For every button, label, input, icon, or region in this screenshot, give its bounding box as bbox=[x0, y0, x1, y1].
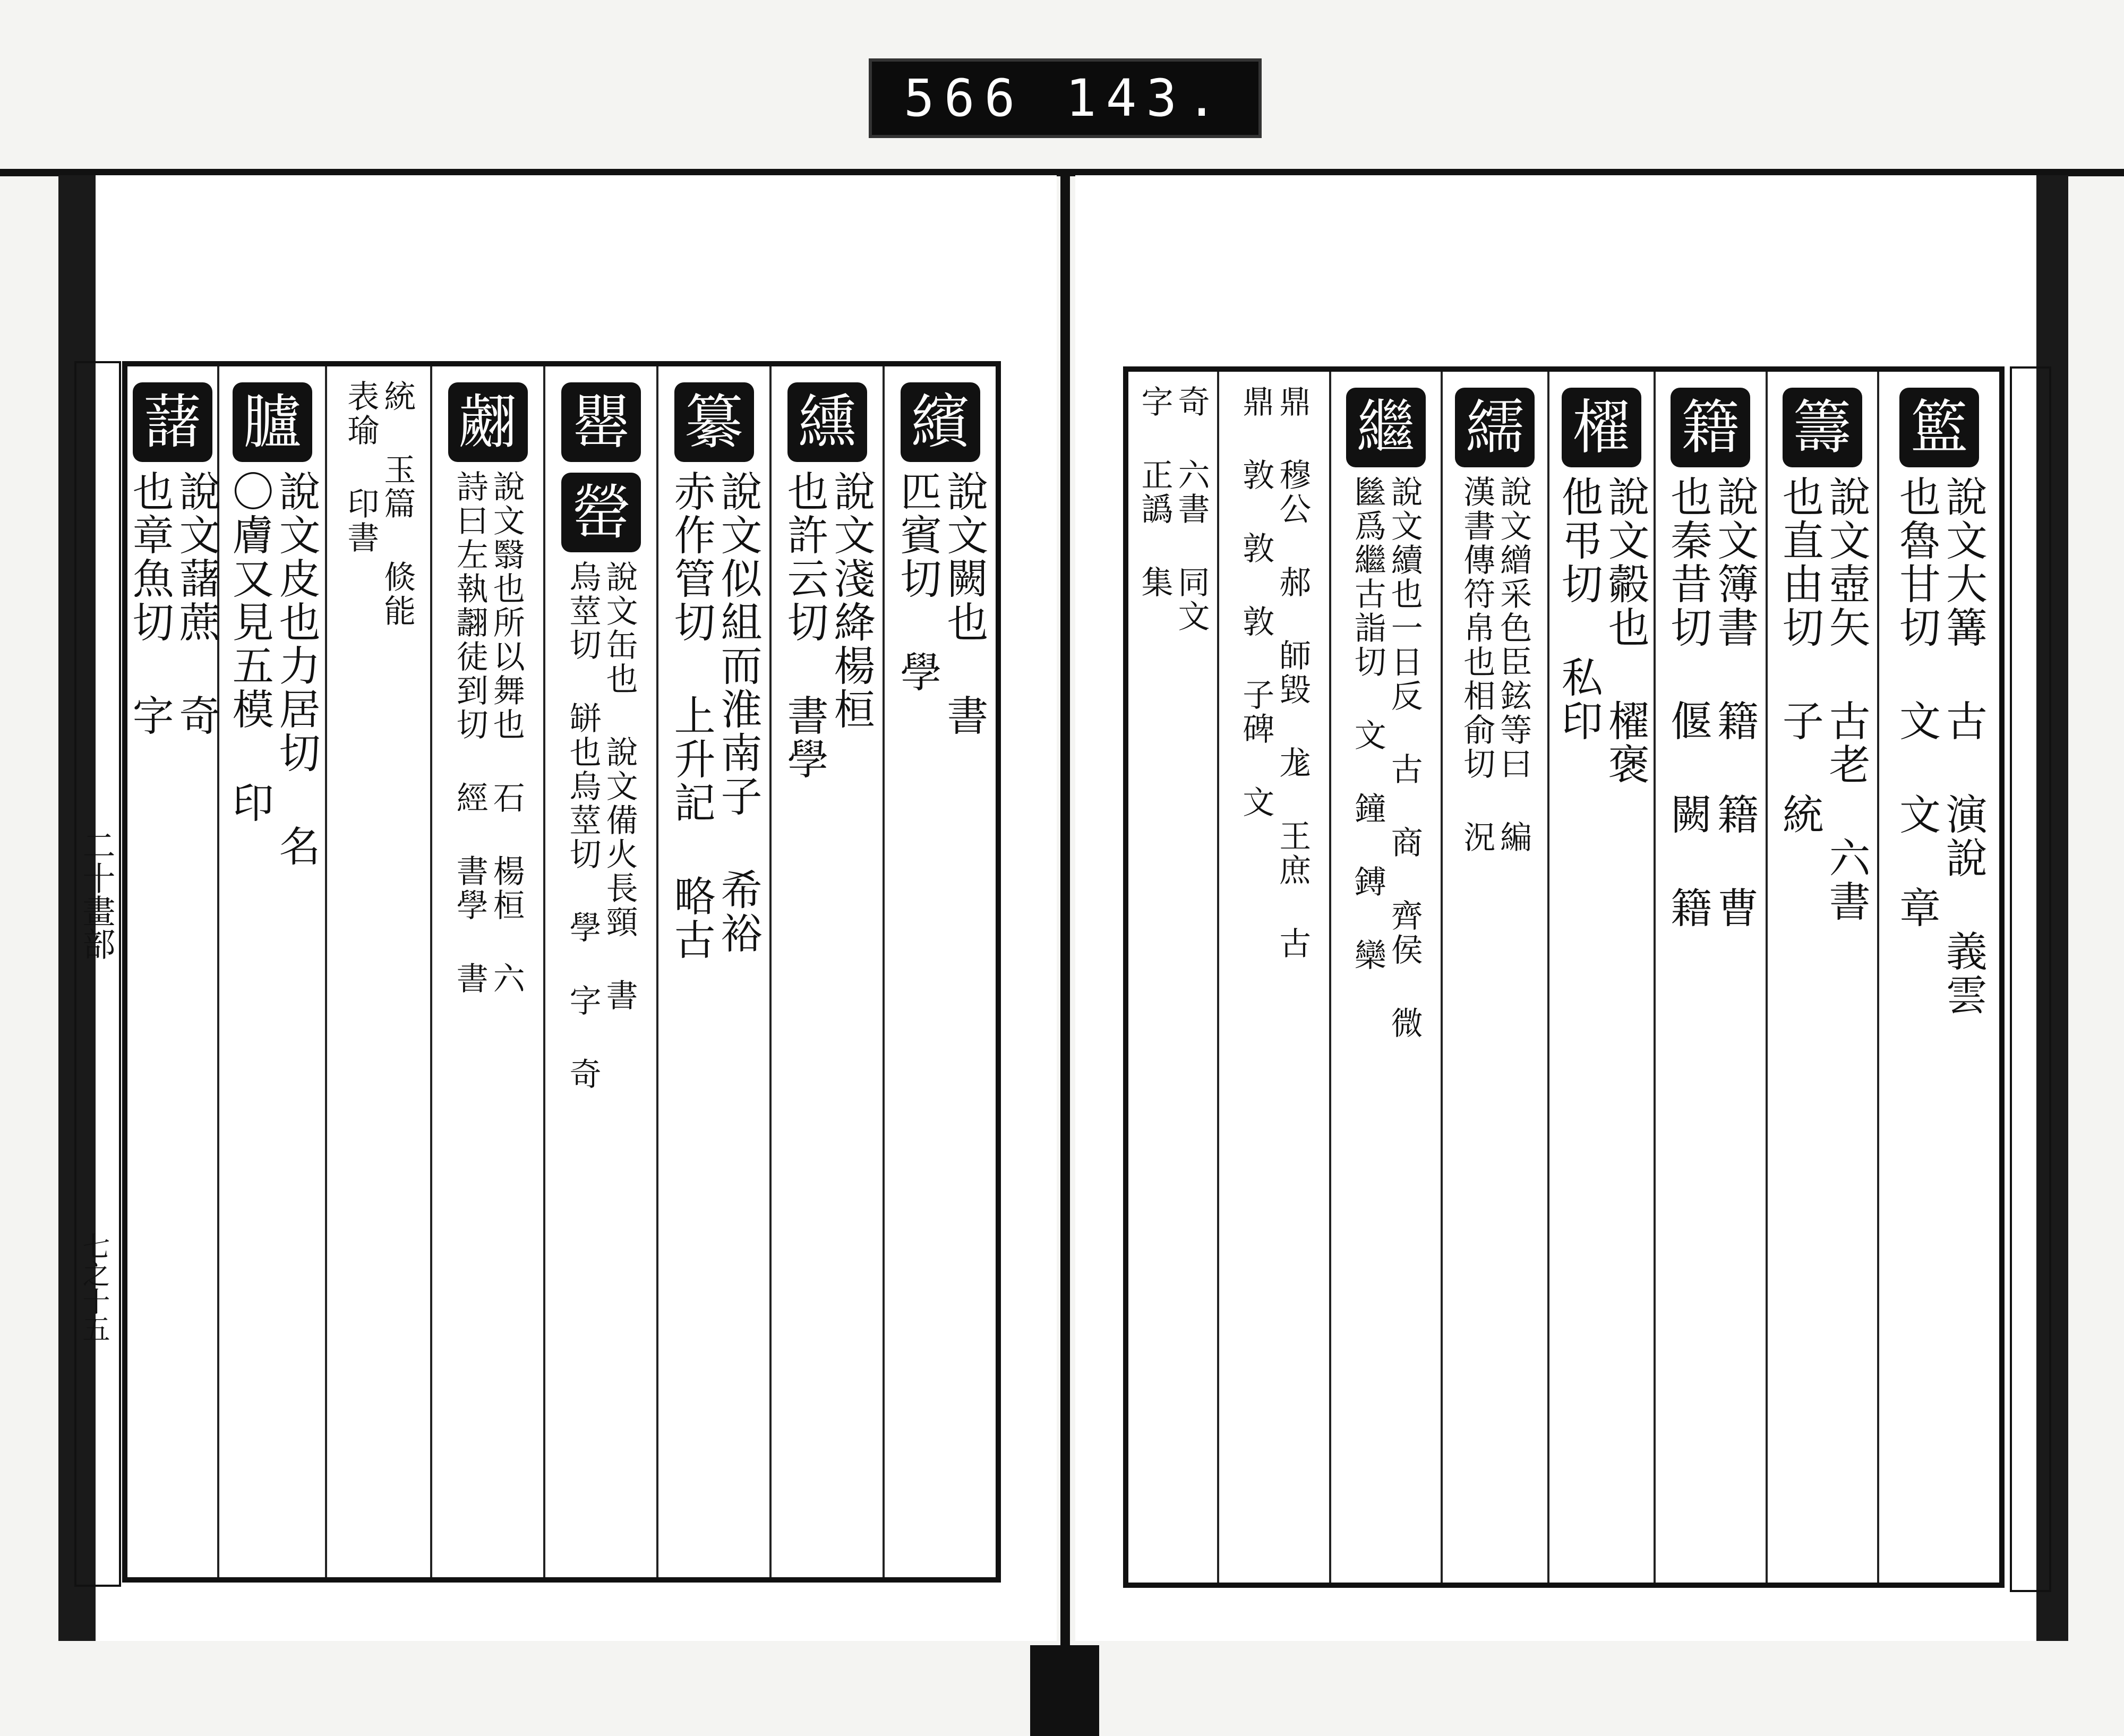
column-ji bbox=[1654, 372, 1765, 1583]
head-character: 繼 bbox=[1346, 388, 1426, 467]
column-chou bbox=[1766, 372, 1877, 1583]
head-character: 繻 bbox=[1455, 388, 1535, 467]
column-line: 說文闕也 書 bbox=[940, 470, 988, 738]
head-character: 櫂 bbox=[1562, 388, 1641, 467]
column-xu bbox=[1441, 372, 1547, 1583]
left-margin-box bbox=[74, 361, 121, 1587]
column-line: 赤作管切 上升記 略古 bbox=[667, 470, 715, 962]
column-line: 表瑜 印書 bbox=[342, 380, 380, 555]
head-character: 翽 bbox=[448, 382, 528, 462]
column-lan bbox=[1877, 372, 1999, 1583]
book-gutter bbox=[1060, 169, 1070, 1645]
head-character: 罃 bbox=[561, 473, 641, 552]
column-line: 說文皮也力居切 名 bbox=[272, 470, 320, 868]
shelf-number-left: 566 bbox=[904, 69, 1025, 128]
column-line: 㡭爲繼古詣切 文 鐘 鎛 欒 bbox=[1349, 475, 1386, 972]
head-character: 藷 bbox=[133, 382, 212, 462]
right-page-frame bbox=[1123, 366, 2005, 1588]
left-columns bbox=[127, 366, 996, 1577]
column-line: 烏莖切 缾也烏莖切 學 字 奇 bbox=[564, 560, 602, 1091]
column-line: 詩曰左執翿徒到切 經 書學 書 bbox=[451, 470, 489, 996]
column-line: 說文翳也所以舞也 石 楊桓 六 bbox=[487, 470, 525, 996]
column-line: 匹賓切 學 bbox=[893, 470, 941, 694]
column-line: 也直由切 子 統 bbox=[1775, 475, 1823, 836]
column-line: 也章魚切 字 bbox=[125, 470, 174, 738]
page-number: 七之十五 bbox=[78, 1232, 109, 1342]
column-line: 說文藷蔗 奇 bbox=[172, 470, 220, 738]
column-line: 奇 六書 同文 bbox=[1172, 385, 1210, 634]
gutter-clip bbox=[1030, 1645, 1099, 1736]
column-line: 說文續也一日反 古 商 齊侯 微 bbox=[1385, 475, 1423, 1040]
column-line: 鼎 敦 敦 敦 子碑 文 bbox=[1237, 385, 1275, 819]
column-continuation bbox=[325, 366, 430, 1577]
column-line: 說文缶也 說文備火長頸 書 bbox=[601, 560, 638, 1013]
column-line: 字 正譌 集 bbox=[1136, 385, 1174, 600]
shelf-number-label bbox=[869, 58, 1262, 138]
head-character: 罌 bbox=[561, 382, 641, 462]
column-line: 也許云切 書學 bbox=[780, 470, 828, 781]
column-zhu bbox=[125, 366, 220, 1577]
head-character: 纂 bbox=[674, 382, 754, 462]
head-character: 臚 bbox=[233, 382, 312, 462]
column-lu bbox=[217, 366, 325, 1577]
head-character: 籃 bbox=[1899, 388, 1979, 467]
column-jixu bbox=[1329, 372, 1441, 1583]
right-columns bbox=[1128, 372, 1999, 1583]
column-line: 說文似組而淮南子 希裕 bbox=[714, 470, 762, 955]
column-line: 說文㲉也 櫂褒 bbox=[1601, 475, 1649, 786]
column-zuan bbox=[656, 366, 769, 1577]
column-line: 也魯甘切 文 文 章 bbox=[1892, 475, 1940, 930]
column-bin bbox=[883, 366, 996, 1577]
column-line: 也秦昔切 偃 闕 籍 bbox=[1664, 475, 1712, 930]
column-line: 說文繒采色臣鉉等曰 編 bbox=[1495, 475, 1532, 854]
column-line: 統 玉篇 倐能 bbox=[379, 380, 416, 628]
column-line: 說文簿書 籍 籍 曹 bbox=[1710, 475, 1759, 930]
column-line: 鼎 穆公 郝 師毀 尨 王庶 古 bbox=[1274, 385, 1312, 961]
section-label: 二十畫部 bbox=[77, 828, 116, 960]
column-dao bbox=[430, 366, 543, 1577]
head-character: 籌 bbox=[1783, 388, 1862, 467]
column-continuation bbox=[1217, 372, 1329, 1583]
column-line: 說文大篝 古 演說 義雲 bbox=[1939, 475, 1987, 1017]
right-margin-box bbox=[2010, 366, 2051, 1592]
left-page-frame bbox=[122, 361, 1001, 1583]
column-line: 〇膚又見五模 印 bbox=[225, 470, 273, 825]
column-line: 說文壺矢 古老 六書 bbox=[1822, 475, 1870, 923]
head-character: 纁 bbox=[787, 382, 867, 462]
column-line: 漢書傳符帛也相俞切 況 bbox=[1458, 475, 1496, 854]
head-character: 籍 bbox=[1671, 388, 1750, 467]
shelf-number-right: 143. bbox=[1065, 69, 1227, 128]
head-character: 繽 bbox=[901, 382, 980, 462]
column-xun bbox=[769, 366, 883, 1577]
column-zhao bbox=[1547, 372, 1654, 1583]
column-continuation-end bbox=[1128, 372, 1217, 1583]
column-line: 他弔切 私印 bbox=[1554, 475, 1603, 743]
column-ying bbox=[543, 366, 656, 1577]
column-line: 說文淺絳楊桓 bbox=[827, 470, 875, 731]
